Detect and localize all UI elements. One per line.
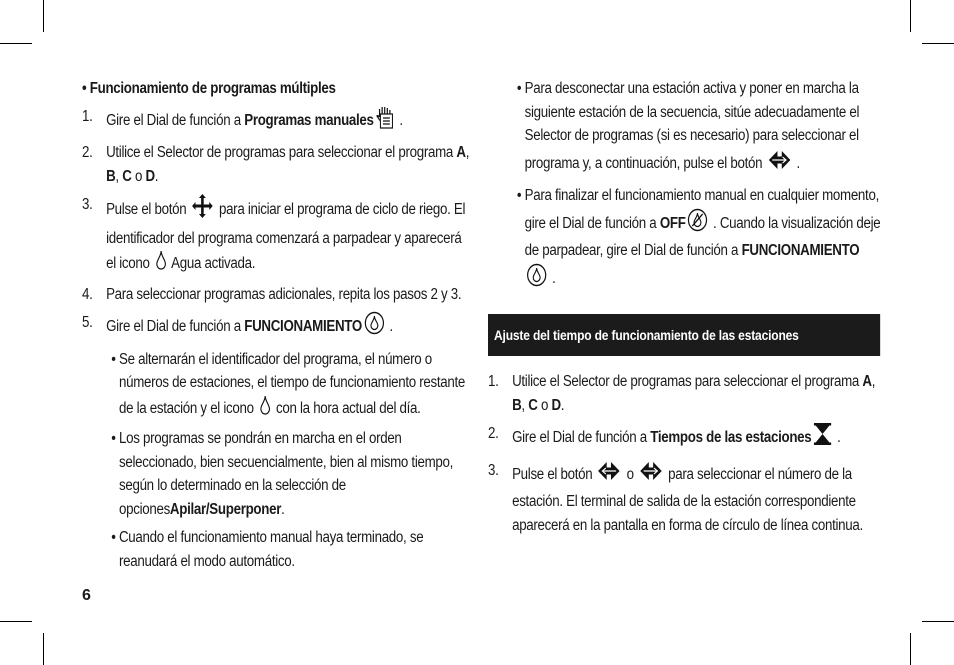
right-bullet-2: • Para finalizar el funcionamiento manual en cualquier momento, gire el Dial de función a OFF . Cuando la visualización deje de parpadear, gire el Dial de función a FUNCIONAMIENTO . [510,184,882,294]
right-bullet-1: • Para desconectar una estación activa y poner en marcha la siguiente estación de la secuencia, sitúe adecuadamente el Selector de programas (si es necesario) para seleccionar el programa y, a continuación, pulse el botón . [510,77,882,179]
bullet-dot: • [111,529,116,546]
step-number: 3. [488,461,499,479]
right-column [510,77,882,299]
bullet-dot: • [111,350,116,368]
plus-button-icon [191,193,213,227]
right-step-2: 2. Gire el Dial de función a Tiempos de las estaciones . [488,422,880,454]
section-heading: • Funcionamiento de programas múltiples [82,80,336,97]
left-column [82,77,474,578]
crop-mark [922,43,954,44]
step-number: 1. [82,107,93,125]
step-number: 1. [488,373,499,390]
step-1: 1. Gire el Dial de función a Programas manuales . [82,105,474,137]
page-number: 6 [82,587,91,604]
right-column-lower [488,314,880,542]
right-step-1: 1. Utilice el Selector de programas para seleccionar el programa A, B, C o D. [488,370,880,417]
bullet-2: • Los programas se pondrán en marcha en el orden seleccionado, bien secuencialmente, bien al mismo tiempo, según lo determinado en la selección de opcionesApilar/Superponer. [106,427,474,521]
bullet-dot: • [516,187,522,204]
crop-mark [43,0,44,32]
water-drop-icon [259,395,271,423]
bullet-1: • Se alternarán el identificador del programa, el número o números de estaciones, el tiempo de funcionamiento restante de la estación y el icono con la hora actual del día. [106,348,474,423]
crop-mark [0,621,32,622]
section-title-bar: Ajuste del tiempo de funcionamiento de las estaciones [488,314,880,356]
step-3: 3. Pulse el botón para iniciar el programa de ciclo de riego. El identificador del programa comenzará a parpadear y aparecerá el icono Agua activada. [82,193,474,278]
step-number: 5. [82,314,93,331]
bullet-3: • Cuando el funcionamiento manual haya terminado, se reanudará el modo automático. [106,526,474,573]
arrow-left-button-icon [597,459,621,491]
bullet-dot: • [111,430,116,447]
step-number: 2. [82,144,93,161]
dial-off-icon [687,208,708,240]
bullet-dot: • [516,80,522,97]
crop-mark [43,633,44,665]
step-number: 3. [82,196,93,213]
hourglass-icon [813,422,832,454]
step-number: 4. [82,285,93,303]
crop-mark [922,621,954,622]
step-4: 4. Para seleccionar programas adicionales, repita los pasos 2 y 3. [82,283,474,307]
step-2: 2. Utilice el Selector de programas para seleccionar el programa A, B, C o D. [82,141,474,188]
crop-mark [910,633,911,665]
hand-icon [375,105,394,137]
arrow-right-button-icon [767,148,791,180]
step-5: 5. Gire el Dial de función a FUNCIONAMIENTO . [82,311,474,343]
dial-drop-icon [364,311,385,343]
step-number: 2. [488,425,499,442]
dial-drop-icon [526,263,547,295]
right-step-3: 3. Pulse el botón o para seleccionar el número de la estación. El terminal de salida de la estación correspondiente aparecerá en la pantalla en forma de círculo de línea continua. [488,459,880,538]
crop-mark [0,43,32,44]
crop-mark [910,0,911,32]
arrow-right-button-icon [639,459,663,491]
water-drop-icon [155,250,167,278]
